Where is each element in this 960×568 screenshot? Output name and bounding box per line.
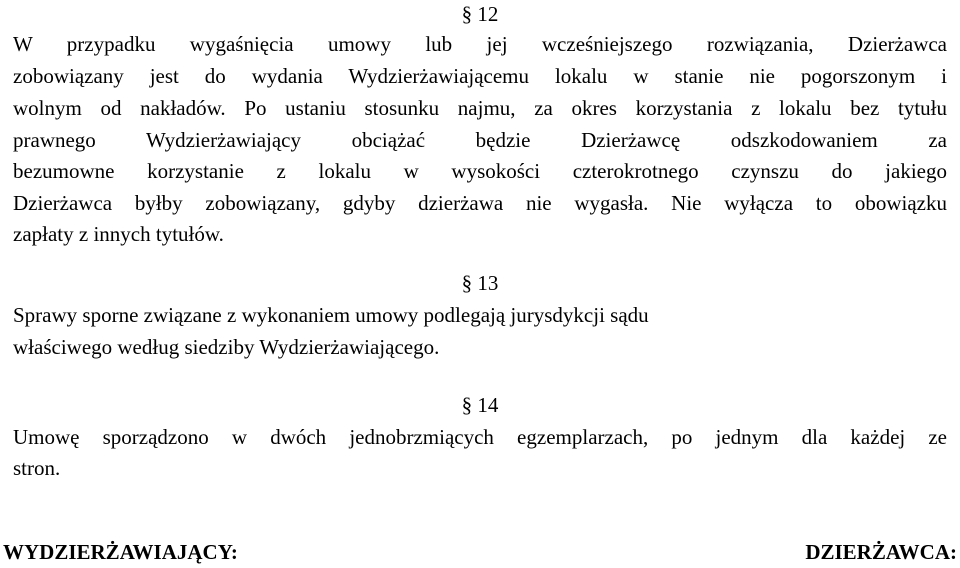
section-12-line-7: zapłaty z innych tytułów.: [13, 222, 224, 246]
section-13-heading: § 13: [461, 271, 499, 295]
section-12-line-6: Dzierżawca byłby zobowiązany, gdyby dzierżawa nie wygasła. Nie wyłącza to obowiązku: [13, 191, 947, 215]
lessor-signature-label: WYDZIERŻAWIAJĄCY:: [3, 540, 238, 564]
section-12-line-4: prawnego Wydzierżawiający obciążać będzie Dzierżawcę odszkodowaniem za: [13, 128, 947, 152]
section-12-line-2: zobowiązany jest do wydania Wydzierżawiającemu lokalu w stanie nie pogorszonym i: [13, 64, 947, 88]
section-12-line-1: W przypadku wygaśnięcia umowy lub jej wcześniejszego rozwiązania, Dzierżawca: [13, 32, 947, 56]
section-12-heading: § 12: [461, 2, 499, 26]
section-12-line-5: bezumowne korzystanie z lokalu w wysokości czterokrotnego czynszu do jakiego: [13, 159, 947, 183]
lessee-signature-label: DZIERŻAWCA:: [805, 540, 957, 564]
section-14-line-2: stron.: [13, 456, 61, 480]
section-13-line-2: właściwego według siedziby Wydzierżawiającego.: [13, 335, 440, 359]
section-13-line-1: Sprawy sporne związane z wykonaniem umowy podlegają jurysdykcji sądu: [13, 303, 649, 327]
section-14-heading: § 14: [461, 393, 499, 417]
section-14-line-1: Umowę sporządzono w dwóch jednobrzmiących egzemplarzach, po jednym dla każdej ze: [13, 425, 947, 449]
section-12-line-3: wolnym od nakładów. Po ustaniu stosunku najmu, za okres korzystania z lokalu bez tytułu: [13, 96, 947, 120]
